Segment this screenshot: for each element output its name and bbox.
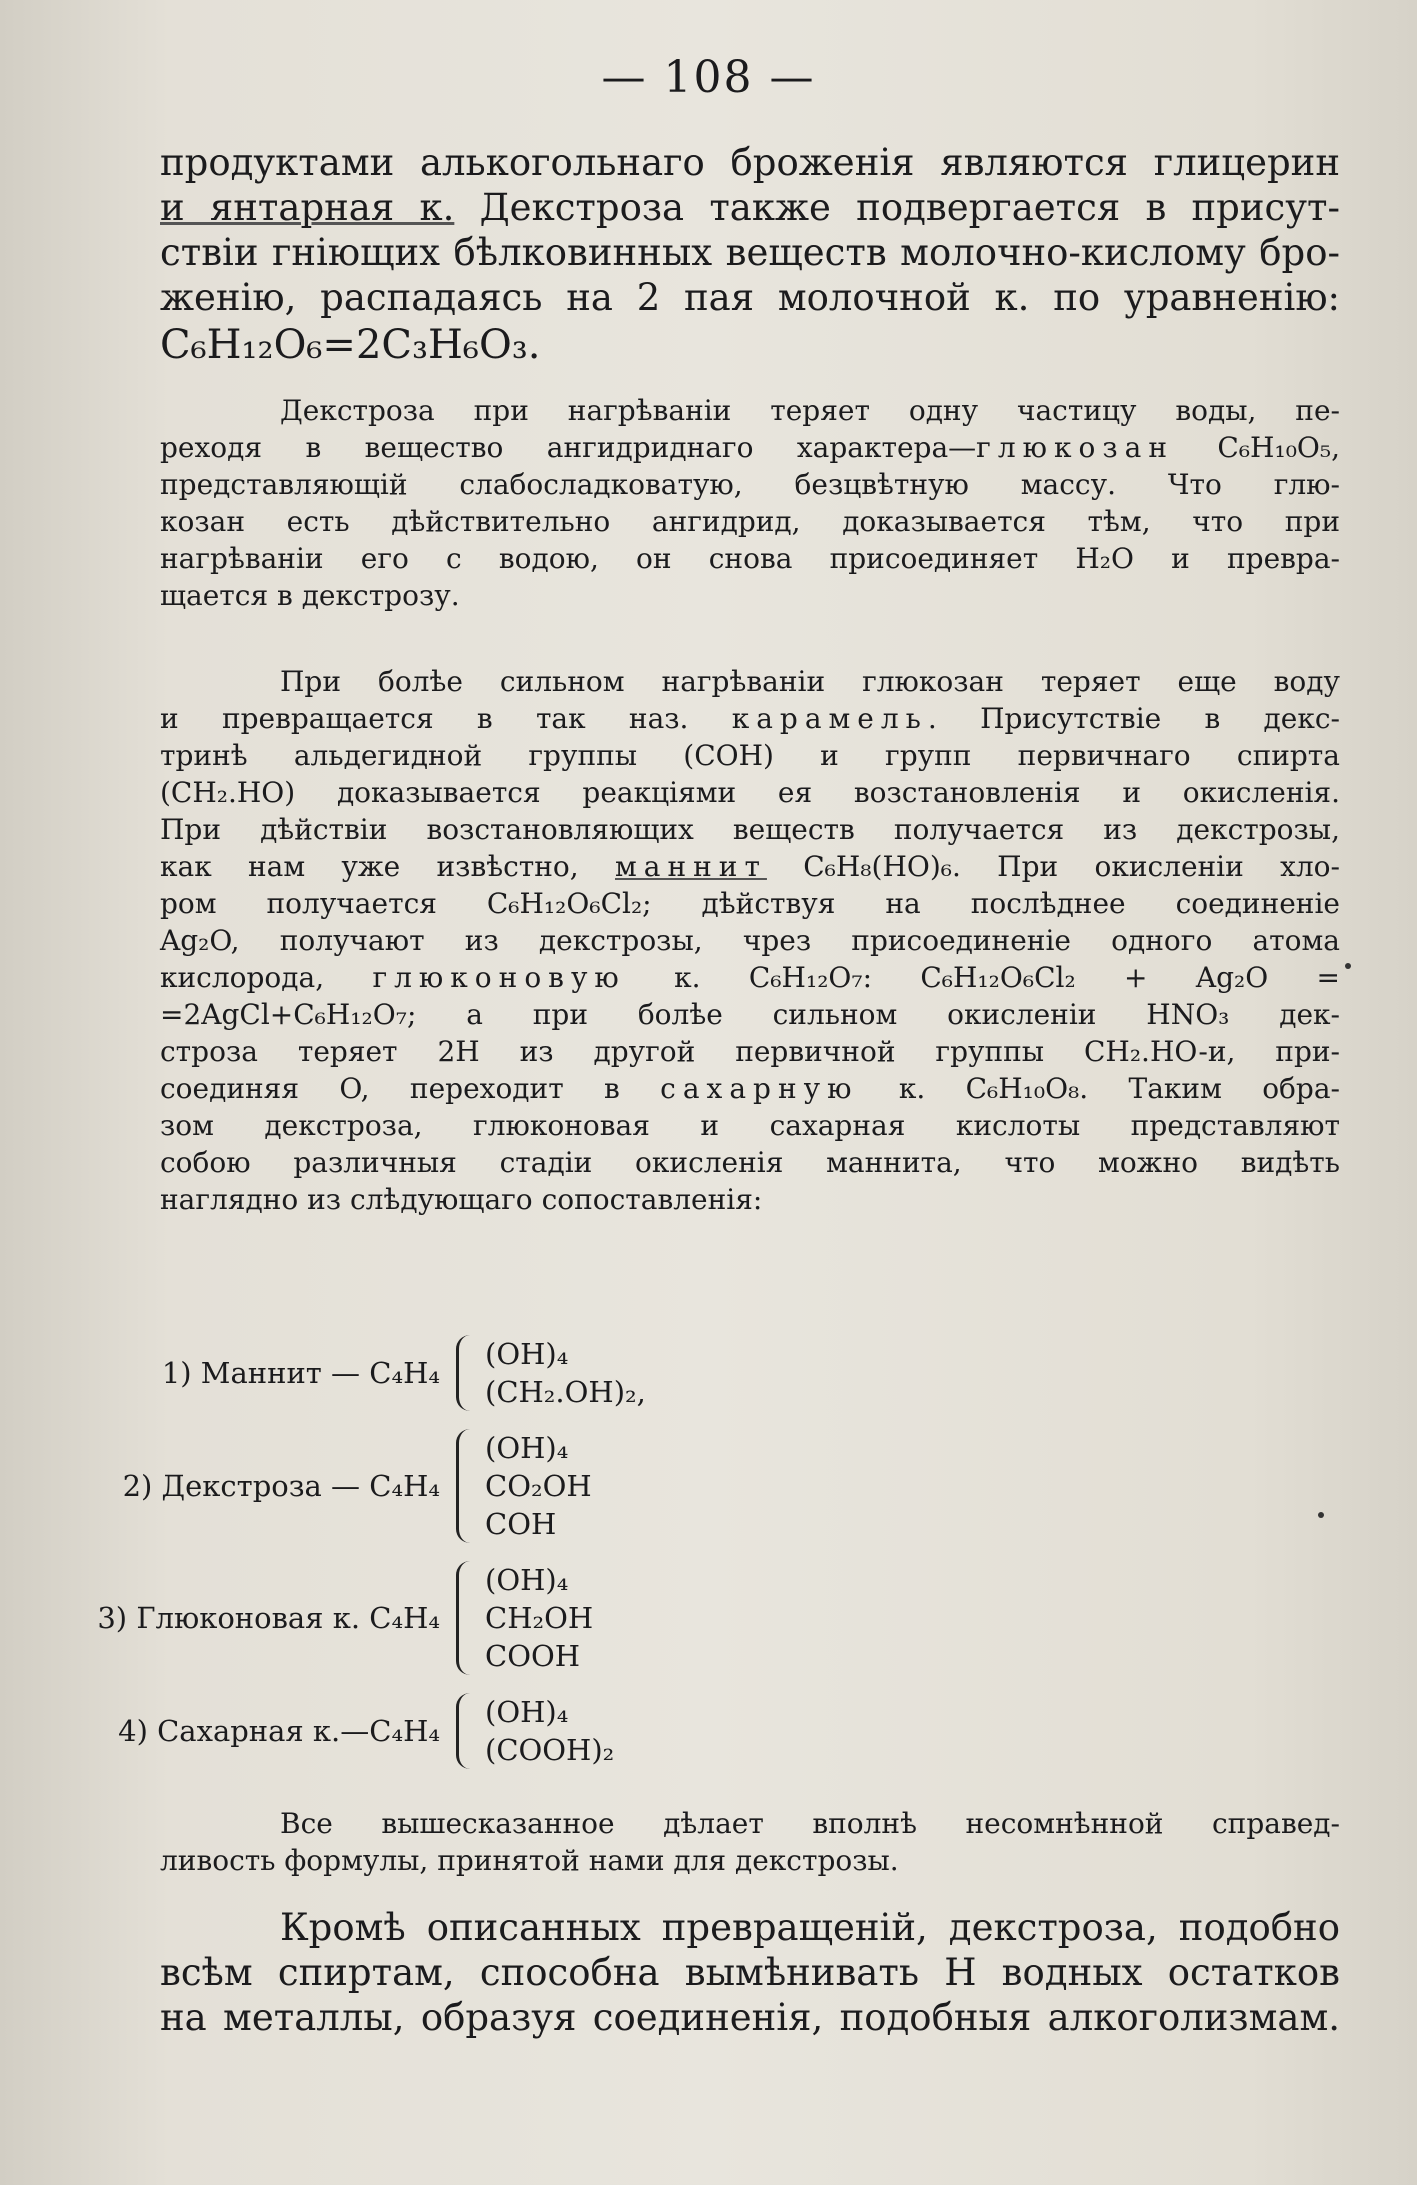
text-line: Все вышесказанное дѣлает вполнѣ несомнѣнной справед- [280,1807,1340,1840]
text-line: наглядно из слѣдующаго сопоставленія: [160,1183,763,1216]
text-line: ствіи гніющих бѣлковинных веществ молочно-кислому бро- [160,231,1340,274]
formula-group: COOH [485,1639,581,1673]
text-line [160,185,1340,230]
paragraph-5 [160,1905,1340,2040]
text-line: При дѣйствіи возстановляющих веществ получается из декстрозы, [160,813,1340,846]
formula-group: (OH)₄ [485,1431,569,1465]
paragraph-4 [160,1805,1340,1879]
text-line: (CH₂.HO) доказывается реакціями ея возстановленія и окисленія. [160,776,1340,809]
text-line: козан есть дѣйствительно ангидрид, доказывается тѣм, что при [160,505,1340,538]
text-line [160,848,1340,885]
brace-icon [456,1693,475,1769]
formula-groups [485,1561,593,1675]
formula-groups [485,1693,614,1769]
text-line: на металлы, образуя соединенія, подобныя алкоголизмам. [160,1996,1340,2039]
text-fragment: Декстроза также подвергается в присут- [454,186,1340,229]
text-line: Кромѣ описанных превращеній, декстроза, подобно [280,1906,1340,1949]
paragraph-1 [160,140,1340,370]
text-fragment: как нам уже извѣстно, [160,850,615,883]
formula-label: 2) Декстроза — C₄H₄ [122,1469,440,1503]
spaced-term: глюкозан [976,431,1174,464]
formula-row [15,1335,1240,1411]
text-line: ром получается C₆H₁₂O₆Cl₂; дѣйствуя на послѣднее соединеніе [160,887,1340,920]
text-line [160,700,1340,737]
formula-group: (OH)₄ [485,1337,569,1371]
text-line: женію, распадаясь на 2 пая молочной к. по уравненію: [160,276,1340,319]
formula-groups [485,1335,646,1411]
text-fragment: C₆H₈(HO)₆. При окисленіи хло- [766,850,1340,883]
text-fragment: . Присутствіе в декс- [927,702,1340,735]
text-line: зом декстроза, глюконовая и сахарная кислоты представляют [160,1109,1340,1142]
text-line: =2AgCl+C₆H₁₂O₇; а при болѣе сильном окисленіи HNO₃ дек- [160,998,1340,1031]
text-fragment: и превращается в так наз. [160,702,732,735]
text-line: Декстроза при нагрѣваніи теряет одну частицу воды, пе- [280,394,1340,427]
ink-speck [1318,1512,1324,1518]
formula-group: (CH₂.OH)₂, [485,1375,646,1409]
brace-icon [456,1335,475,1411]
text-fragment: к. C₆H₁₂O₇: C₆H₁₂O₆Cl₂ + Ag₂O = [625,961,1340,994]
brace-icon [456,1429,475,1543]
text-line: Ag₂O, получают из декстрозы, чрез присоединеніе одного атома [160,924,1340,957]
formula-group: CO₂OH [485,1469,592,1503]
formula-group: (OH)₄ [485,1695,569,1729]
formula-comparison [97,1335,1240,1787]
text-line: щается в декстрозу. [160,579,460,612]
spaced-term: карамель [731,702,928,735]
formula-group: (COOH)₂ [485,1733,615,1767]
text-line: представляющій слабосладковатую, безцвѣтную массу. Что глю- [160,468,1340,501]
formula-group: CH₂OH [485,1601,594,1635]
text-line: строза теряет 2H из другой первичной группы CH₂.HO-и, при- [160,1035,1340,1068]
formula-row [15,1561,1240,1675]
formula-group: (OH)₄ [485,1563,569,1597]
spaced-term: маннит [614,850,767,883]
text-fragment: к. C₆H₁₀O₈. Таким обра- [858,1072,1340,1105]
spaced-term: сахарную [660,1072,859,1105]
formula-row [15,1693,1240,1769]
text-line: собою различныя стадіи окисленія маннита, что можно видѣть [160,1146,1340,1179]
text-line: тринѣ альдегидной группы (COH) и групп первичнаго спирта [160,739,1340,772]
text-fragment: соединяя O, переходит в [160,1072,661,1105]
brace-icon [456,1561,475,1675]
text-line [160,1070,1340,1107]
text-line: продуктами алькогольнаго броженія являются глицерин [160,141,1340,184]
text-line [160,959,1340,996]
formula-label: 4) Сахарная к.—C₄H₄ [118,1714,440,1748]
text-fragment: реходя в вещество ангидриднаго характера— [160,431,977,464]
equation: C₆H₁₂O₆=2C₃H₆O₃. [160,322,541,368]
spaced-term: глюконовую [372,961,626,994]
text-fragment: C₆H₁₀O₅, [1173,431,1341,464]
text-line: нагрѣваніи его с водою, он снова присоединяет H₂O и превра- [160,542,1340,575]
underlined-phrase: и янтарная к. [160,186,455,229]
formula-groups [485,1429,592,1543]
formula-group: COH [485,1507,557,1541]
paragraph-2 [160,392,1340,614]
text-fragment: кислорода, [160,961,373,994]
formula-label: 1) Маннит — C₄H₄ [161,1356,440,1390]
text-line [160,429,1340,466]
page-number: — 108 — [601,52,816,103]
text-line: всѣм спиртам, способна вымѣнивать H водных остатков [160,1951,1340,1994]
formula-label: 3) Глюконовая к. C₄H₄ [97,1601,440,1635]
text-line: ливость формулы, принятой нами для декстрозы. [160,1844,899,1877]
paragraph-3 [160,663,1340,1218]
ink-speck [1345,963,1351,969]
text-line: При болѣе сильном нагрѣваніи глюкозан теряет еще воду [280,665,1340,698]
formula-row [15,1429,1240,1543]
